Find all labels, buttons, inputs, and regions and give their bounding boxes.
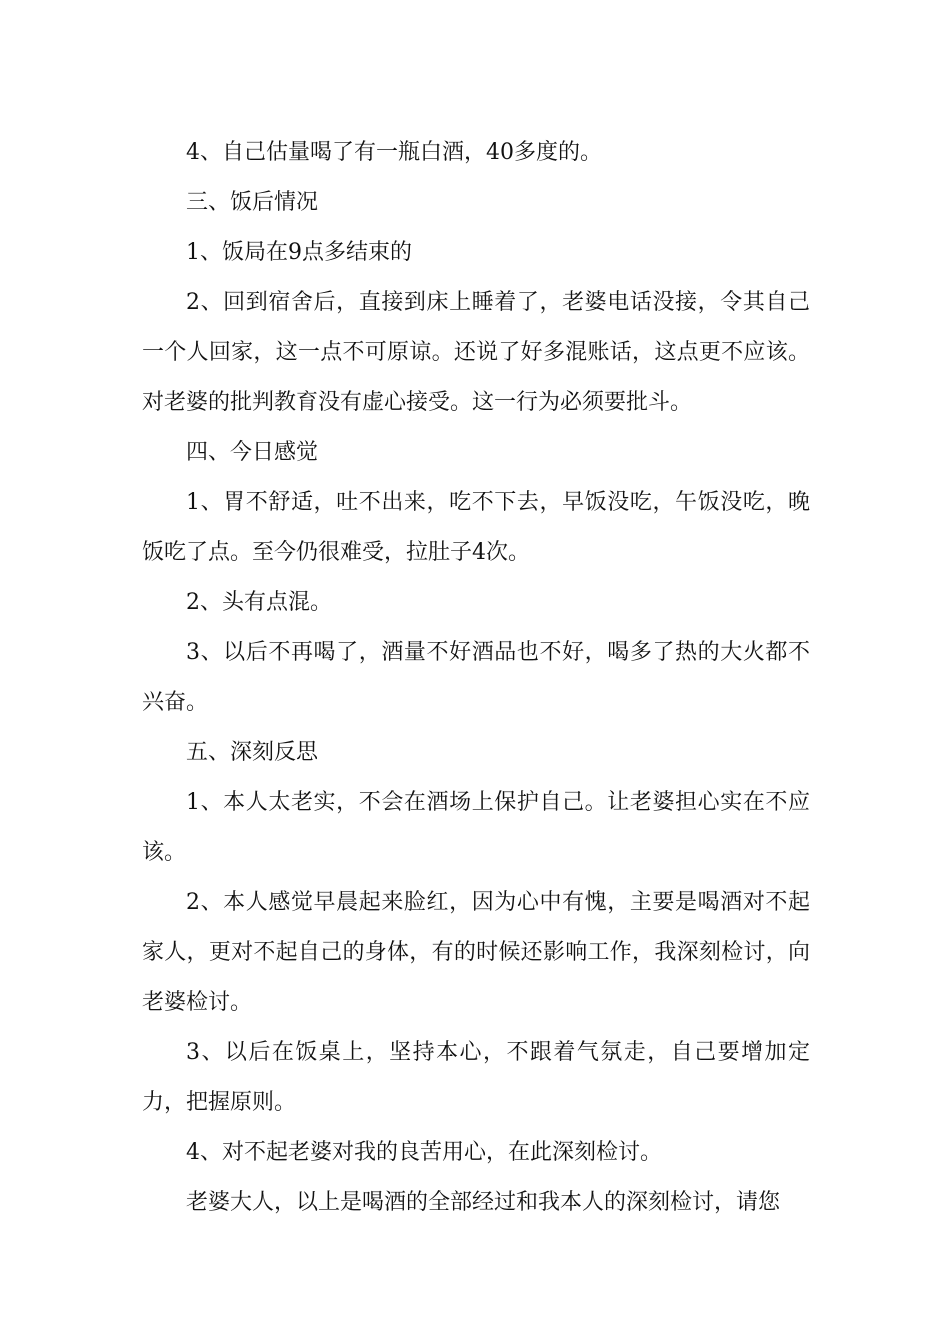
paragraph-principles: 3、以后在饭桌上，坚持本心，不跟着气氛走，自己要增加定力，把握原则。 — [142, 1040, 810, 1115]
paragraph-head: 2、头有点混。 — [186, 590, 332, 615]
section-heading-today-feeling: 四、今日感觉 — [186, 440, 319, 465]
paragraph-too-honest: 1、本人太老实，不会在酒场上保护自己。让老婆担心实在不应该。 — [142, 790, 810, 865]
paragraph-face-red: 2、本人感觉早晨起来脸红，因为心中有愧，主要是喝酒对不起家人，更对不起自己的身体，有的时候还影响工作，我深刻检讨，向老婆检讨。 — [142, 890, 810, 1015]
paragraph-closing: 老婆大人，以上是喝酒的全部经过和我本人的深刻检讨，请您 — [186, 1190, 781, 1215]
section-heading-after-meal: 三、饭后情况 — [186, 190, 319, 215]
section-heading-reflection: 五、深刻反思 — [186, 740, 319, 765]
paragraph-back-to-dorm: 2、回到宿舍后，直接到床上睡着了，老婆电话没接，令其自己一个人回家，这一点不可原谅。还说了好多混账话，这点更不应该。对老婆的批判教育没有虚心接受。这一行为必须要批斗。 — [142, 290, 810, 415]
paragraph-meal-end: 1、饭局在9点多结束的 — [186, 240, 412, 265]
paragraph-apology: 4、对不起老婆对我的良苦用心，在此深刻检讨。 — [186, 1140, 662, 1165]
paragraph-stomach: 1、胃不舒适，吐不出来，吃不下去，早饭没吃，午饭没吃，晚饭吃了点。至今仍很难受，拉肚子4次。 — [142, 490, 810, 565]
paragraph-item-4-estimate: 4、自己估量喝了有一瓶白酒，40多度的。 — [186, 140, 602, 165]
paragraph-no-more-drinking: 3、以后不再喝了，酒量不好酒品也不好，喝多了热的大火都不兴奋。 — [142, 640, 810, 715]
document-body — [142, 128, 810, 1228]
